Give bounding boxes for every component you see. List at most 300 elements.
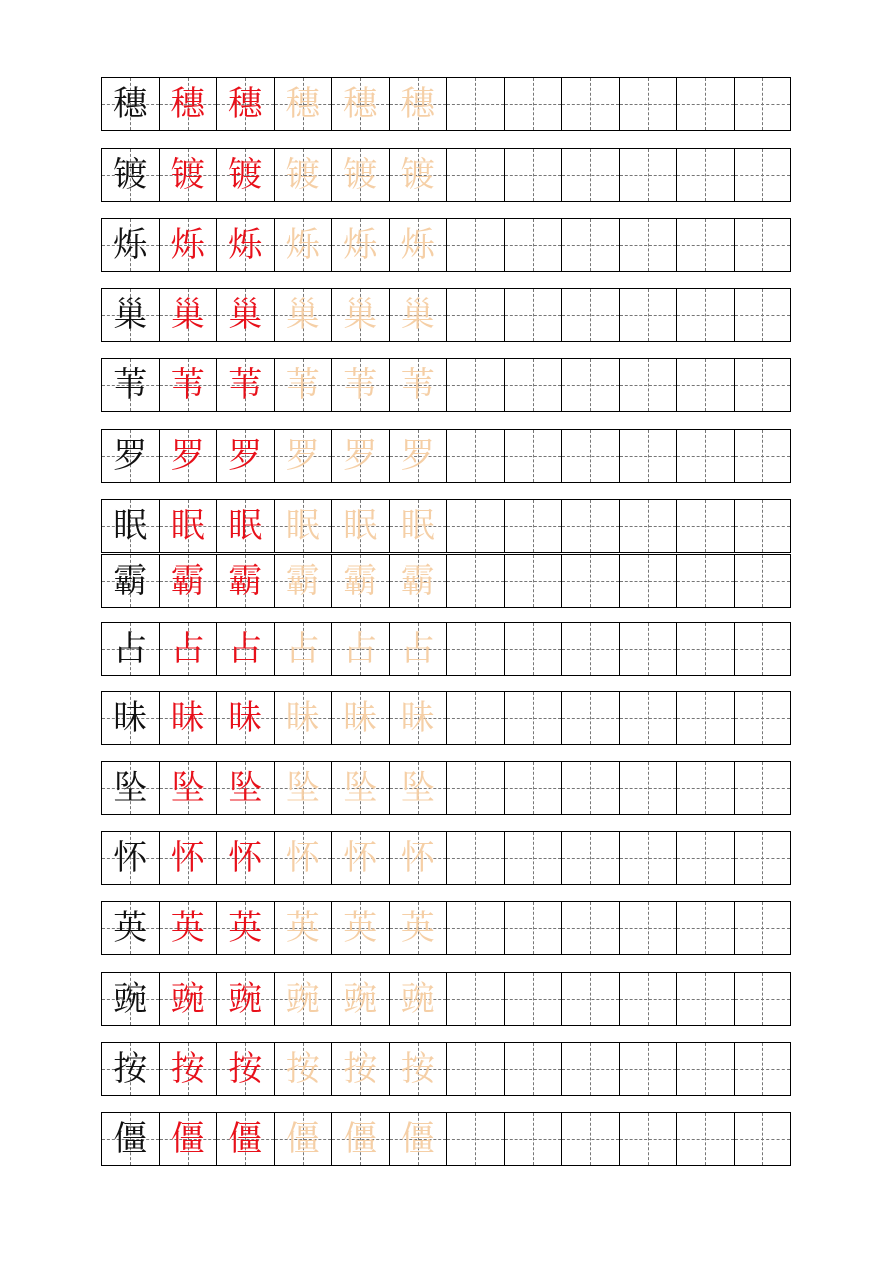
blank-writing-cell[interactable] [446, 622, 504, 676]
model-char-cell [101, 831, 159, 885]
blank-writing-cell[interactable] [676, 761, 734, 815]
trace-character: 昧 [285, 698, 320, 738]
blank-writing-cell[interactable] [446, 831, 504, 885]
model-char-cell [101, 148, 159, 202]
blank-writing-cell[interactable] [446, 218, 504, 272]
trace-character: 苇 [400, 365, 435, 405]
trace-character: 眠 [400, 506, 435, 546]
blank-writing-cell[interactable] [446, 1042, 504, 1096]
red-character: 豌 [170, 979, 205, 1019]
trace-character: 霸 [285, 561, 320, 601]
blank-writing-cell[interactable] [446, 901, 504, 955]
blank-writing-cell[interactable] [619, 218, 677, 272]
model-char-cell [101, 691, 159, 745]
red-copy-cell [159, 499, 217, 553]
red-character: 坠 [228, 768, 263, 808]
trace-character: 罗 [285, 436, 320, 476]
trace-character: 怀 [343, 838, 378, 878]
trace-character: 穗 [285, 84, 320, 124]
trace-cell [274, 901, 332, 955]
blank-writing-cell[interactable] [676, 148, 734, 202]
trace-character: 占 [400, 629, 435, 669]
blank-writing-cell[interactable] [734, 622, 792, 676]
blank-writing-cell[interactable] [446, 499, 504, 553]
trace-character: 怀 [400, 838, 435, 878]
blank-writing-cell[interactable] [676, 358, 734, 412]
trace-character: 眠 [343, 506, 378, 546]
red-character: 昧 [228, 698, 263, 738]
trace-cell [274, 691, 332, 745]
red-character: 僵 [170, 1119, 205, 1159]
red-copy-cell [216, 429, 274, 483]
blank-writing-cell[interactable] [504, 148, 562, 202]
blank-writing-cell[interactable] [676, 901, 734, 955]
red-copy-cell [216, 554, 274, 608]
red-character: 罗 [170, 436, 205, 476]
trace-cell [274, 1112, 332, 1166]
trace-character: 苇 [343, 365, 378, 405]
trace-cell [331, 148, 389, 202]
model-character: 昧 [113, 698, 148, 738]
red-copy-cell [159, 77, 217, 131]
model-character: 烁 [113, 225, 148, 265]
red-copy-cell [159, 1112, 217, 1166]
blank-writing-cell[interactable] [561, 831, 619, 885]
trace-character: 巢 [285, 295, 320, 335]
red-copy-cell [159, 831, 217, 885]
trace-character: 坠 [400, 768, 435, 808]
red-character: 坠 [170, 768, 205, 808]
trace-character: 英 [343, 908, 378, 948]
trace-cell [331, 1112, 389, 1166]
blank-writing-cell[interactable] [734, 499, 792, 553]
model-char-cell [101, 499, 159, 553]
blank-writing-cell[interactable] [619, 77, 677, 131]
blank-writing-cell[interactable] [619, 972, 677, 1026]
red-character: 怀 [170, 838, 205, 878]
red-character: 穗 [170, 84, 205, 124]
blank-writing-cell[interactable] [504, 901, 562, 955]
blank-writing-cell[interactable] [676, 691, 734, 745]
red-character: 穗 [228, 84, 263, 124]
red-character: 烁 [228, 225, 263, 265]
blank-writing-cell[interactable] [561, 429, 619, 483]
trace-character: 豌 [285, 979, 320, 1019]
trace-character: 英 [400, 908, 435, 948]
blank-writing-cell[interactable] [676, 554, 734, 608]
trace-character: 坠 [343, 768, 378, 808]
model-char-cell [101, 554, 159, 608]
trace-cell [389, 972, 447, 1026]
blank-writing-cell[interactable] [619, 554, 677, 608]
trace-cell [274, 288, 332, 342]
red-character: 占 [170, 629, 205, 669]
trace-character: 僵 [343, 1119, 378, 1159]
blank-writing-cell[interactable] [561, 77, 619, 131]
red-copy-cell [159, 761, 217, 815]
blank-writing-cell[interactable] [504, 1042, 562, 1096]
practice-row [101, 218, 791, 272]
practice-row [101, 1112, 791, 1166]
red-copy-cell [159, 429, 217, 483]
blank-writing-cell[interactable] [734, 1042, 792, 1096]
practice-grid [101, 77, 791, 1182]
trace-character: 豌 [343, 979, 378, 1019]
blank-writing-cell[interactable] [561, 901, 619, 955]
blank-writing-cell[interactable] [619, 1112, 677, 1166]
model-char-cell [101, 1042, 159, 1096]
trace-character: 按 [400, 1049, 435, 1089]
blank-writing-cell[interactable] [676, 972, 734, 1026]
blank-writing-cell[interactable] [734, 77, 792, 131]
trace-cell [274, 972, 332, 1026]
practice-row [101, 358, 791, 412]
trace-cell [274, 499, 332, 553]
red-character: 苇 [228, 365, 263, 405]
red-copy-cell [216, 358, 274, 412]
red-copy-cell [216, 77, 274, 131]
trace-cell [389, 148, 447, 202]
trace-cell [274, 1042, 332, 1096]
trace-cell [274, 358, 332, 412]
model-char-cell [101, 77, 159, 131]
blank-writing-cell[interactable] [619, 1042, 677, 1096]
model-character: 豌 [113, 979, 148, 1019]
trace-cell [331, 622, 389, 676]
trace-cell [389, 554, 447, 608]
red-copy-cell [159, 554, 217, 608]
blank-writing-cell[interactable] [561, 761, 619, 815]
blank-writing-cell[interactable] [446, 554, 504, 608]
blank-writing-cell[interactable] [561, 554, 619, 608]
red-copy-cell [216, 622, 274, 676]
trace-cell [389, 429, 447, 483]
blank-writing-cell[interactable] [619, 358, 677, 412]
trace-character: 昧 [400, 698, 435, 738]
trace-character: 怀 [285, 838, 320, 878]
blank-writing-cell[interactable] [561, 358, 619, 412]
blank-writing-cell[interactable] [734, 831, 792, 885]
blank-writing-cell[interactable] [504, 554, 562, 608]
red-copy-cell [216, 1042, 274, 1096]
model-character: 霸 [113, 561, 148, 601]
trace-character: 烁 [285, 225, 320, 265]
trace-cell [389, 761, 447, 815]
trace-character: 穗 [343, 84, 378, 124]
red-character: 霸 [228, 561, 263, 601]
trace-cell [331, 691, 389, 745]
trace-character: 僵 [400, 1119, 435, 1159]
red-copy-cell [216, 761, 274, 815]
trace-cell [331, 1042, 389, 1096]
blank-writing-cell[interactable] [734, 691, 792, 745]
model-character: 镀 [113, 155, 148, 195]
blank-writing-cell[interactable] [619, 761, 677, 815]
blank-writing-cell[interactable] [446, 972, 504, 1026]
model-character: 苇 [113, 365, 148, 405]
red-copy-cell [159, 1042, 217, 1096]
trace-character: 苇 [285, 365, 320, 405]
blank-writing-cell[interactable] [561, 691, 619, 745]
blank-writing-cell[interactable] [619, 499, 677, 553]
blank-writing-cell[interactable] [734, 358, 792, 412]
blank-writing-cell[interactable] [504, 761, 562, 815]
practice-row [101, 429, 791, 483]
trace-character: 昧 [343, 698, 378, 738]
model-char-cell [101, 972, 159, 1026]
blank-writing-cell[interactable] [734, 972, 792, 1026]
trace-cell [331, 761, 389, 815]
trace-character: 按 [343, 1049, 378, 1089]
trace-cell [389, 358, 447, 412]
blank-writing-cell[interactable] [734, 429, 792, 483]
model-char-cell [101, 288, 159, 342]
red-copy-cell [216, 499, 274, 553]
red-copy-cell [159, 901, 217, 955]
model-character: 按 [113, 1049, 148, 1089]
model-char-cell [101, 358, 159, 412]
blank-writing-cell[interactable] [446, 77, 504, 131]
trace-cell [389, 622, 447, 676]
model-char-cell [101, 429, 159, 483]
blank-writing-cell[interactable] [504, 429, 562, 483]
blank-writing-cell[interactable] [446, 691, 504, 745]
blank-writing-cell[interactable] [504, 691, 562, 745]
blank-writing-cell[interactable] [676, 1042, 734, 1096]
trace-cell [389, 1112, 447, 1166]
red-character: 眠 [170, 506, 205, 546]
red-character: 镀 [170, 155, 205, 195]
trace-cell [331, 972, 389, 1026]
trace-cell [331, 218, 389, 272]
trace-cell [331, 77, 389, 131]
red-copy-cell [216, 1112, 274, 1166]
trace-character: 镀 [285, 155, 320, 195]
blank-writing-cell[interactable] [504, 972, 562, 1026]
trace-character: 占 [343, 629, 378, 669]
practice-row [101, 831, 791, 885]
trace-cell [389, 218, 447, 272]
trace-character: 烁 [343, 225, 378, 265]
blank-writing-cell[interactable] [561, 148, 619, 202]
red-character: 按 [228, 1049, 263, 1089]
trace-character: 豌 [400, 979, 435, 1019]
red-character: 眠 [228, 506, 263, 546]
blank-writing-cell[interactable] [561, 972, 619, 1026]
blank-writing-cell[interactable] [561, 622, 619, 676]
red-character: 烁 [170, 225, 205, 265]
red-copy-cell [216, 148, 274, 202]
trace-cell [331, 499, 389, 553]
red-copy-cell [159, 288, 217, 342]
red-copy-cell [216, 218, 274, 272]
blank-writing-cell[interactable] [504, 499, 562, 553]
blank-writing-cell[interactable] [676, 831, 734, 885]
red-character: 巢 [170, 295, 205, 335]
practice-row [101, 554, 791, 608]
red-character: 昧 [170, 698, 205, 738]
model-character: 英 [113, 908, 148, 948]
blank-writing-cell[interactable] [619, 288, 677, 342]
practice-row [101, 77, 791, 131]
red-character: 占 [228, 629, 263, 669]
blank-writing-cell[interactable] [734, 761, 792, 815]
blank-writing-cell[interactable] [734, 1112, 792, 1166]
blank-writing-cell[interactable] [446, 358, 504, 412]
red-character: 苇 [170, 365, 205, 405]
red-copy-cell [216, 972, 274, 1026]
practice-row [101, 761, 791, 815]
trace-cell [389, 499, 447, 553]
blank-writing-cell[interactable] [676, 218, 734, 272]
red-character: 英 [228, 908, 263, 948]
trace-character: 占 [285, 629, 320, 669]
trace-cell [274, 554, 332, 608]
practice-row [101, 972, 791, 1026]
red-character: 豌 [228, 979, 263, 1019]
blank-writing-cell[interactable] [504, 77, 562, 131]
blank-writing-cell[interactable] [734, 288, 792, 342]
trace-character: 僵 [285, 1119, 320, 1159]
trace-cell [389, 831, 447, 885]
red-copy-cell [216, 831, 274, 885]
red-copy-cell [159, 691, 217, 745]
red-copy-cell [159, 972, 217, 1026]
blank-writing-cell[interactable] [619, 148, 677, 202]
red-character: 镀 [228, 155, 263, 195]
trace-cell [274, 77, 332, 131]
blank-writing-cell[interactable] [734, 554, 792, 608]
blank-writing-cell[interactable] [619, 901, 677, 955]
red-copy-cell [159, 148, 217, 202]
trace-cell [331, 554, 389, 608]
blank-writing-cell[interactable] [676, 288, 734, 342]
blank-writing-cell[interactable] [446, 1112, 504, 1166]
blank-writing-cell[interactable] [619, 831, 677, 885]
red-character: 按 [170, 1049, 205, 1089]
red-copy-cell [159, 622, 217, 676]
trace-cell [331, 429, 389, 483]
trace-cell [331, 831, 389, 885]
trace-character: 霸 [400, 561, 435, 601]
red-copy-cell [216, 288, 274, 342]
blank-writing-cell[interactable] [446, 429, 504, 483]
blank-writing-cell[interactable] [561, 288, 619, 342]
practice-row [101, 499, 791, 553]
trace-character: 霸 [343, 561, 378, 601]
trace-character: 巢 [343, 295, 378, 335]
trace-character: 镀 [343, 155, 378, 195]
red-character: 罗 [228, 436, 263, 476]
trace-cell [274, 429, 332, 483]
red-copy-cell [216, 691, 274, 745]
trace-character: 眠 [285, 506, 320, 546]
trace-character: 坠 [285, 768, 320, 808]
model-character: 罗 [113, 436, 148, 476]
model-character: 坠 [113, 768, 148, 808]
trace-character: 穗 [400, 84, 435, 124]
red-character: 巢 [228, 295, 263, 335]
trace-cell [389, 288, 447, 342]
blank-writing-cell[interactable] [504, 288, 562, 342]
blank-writing-cell[interactable] [504, 218, 562, 272]
practice-row [101, 901, 791, 955]
trace-character: 英 [285, 908, 320, 948]
blank-writing-cell[interactable] [561, 1042, 619, 1096]
trace-character: 巢 [400, 295, 435, 335]
blank-writing-cell[interactable] [446, 288, 504, 342]
red-character: 霸 [170, 561, 205, 601]
trace-cell [389, 901, 447, 955]
blank-writing-cell[interactable] [676, 622, 734, 676]
red-copy-cell [216, 901, 274, 955]
trace-cell [331, 901, 389, 955]
model-character: 占 [113, 629, 148, 669]
model-char-cell [101, 1112, 159, 1166]
blank-writing-cell[interactable] [619, 429, 677, 483]
trace-cell [389, 691, 447, 745]
trace-cell [274, 761, 332, 815]
model-character: 穗 [113, 84, 148, 124]
red-character: 僵 [228, 1119, 263, 1159]
trace-character: 镀 [400, 155, 435, 195]
blank-writing-cell[interactable] [676, 77, 734, 131]
blank-writing-cell[interactable] [676, 499, 734, 553]
blank-writing-cell[interactable] [734, 901, 792, 955]
model-character: 怀 [113, 838, 148, 878]
red-character: 英 [170, 908, 205, 948]
trace-cell [274, 622, 332, 676]
trace-cell [274, 148, 332, 202]
trace-cell [274, 831, 332, 885]
trace-cell [274, 218, 332, 272]
trace-cell [331, 358, 389, 412]
blank-writing-cell[interactable] [734, 218, 792, 272]
model-character: 眠 [113, 506, 148, 546]
blank-writing-cell[interactable] [561, 1112, 619, 1166]
blank-writing-cell[interactable] [504, 1112, 562, 1166]
red-character: 怀 [228, 838, 263, 878]
model-char-cell [101, 218, 159, 272]
model-char-cell [101, 622, 159, 676]
practice-row [101, 691, 791, 745]
blank-writing-cell[interactable] [504, 358, 562, 412]
practice-row [101, 622, 791, 676]
blank-writing-cell[interactable] [446, 148, 504, 202]
blank-writing-cell[interactable] [561, 218, 619, 272]
model-char-cell [101, 901, 159, 955]
blank-writing-cell[interactable] [676, 429, 734, 483]
blank-writing-cell[interactable] [504, 622, 562, 676]
blank-writing-cell[interactable] [619, 622, 677, 676]
practice-row [101, 148, 791, 202]
trace-cell [389, 1042, 447, 1096]
blank-writing-cell[interactable] [619, 691, 677, 745]
trace-character: 罗 [343, 436, 378, 476]
model-char-cell [101, 761, 159, 815]
blank-writing-cell[interactable] [446, 761, 504, 815]
model-character: 巢 [113, 295, 148, 335]
model-character: 僵 [113, 1119, 148, 1159]
blank-writing-cell[interactable] [676, 1112, 734, 1166]
blank-writing-cell[interactable] [504, 831, 562, 885]
practice-row [101, 288, 791, 342]
blank-writing-cell[interactable] [734, 148, 792, 202]
blank-writing-cell[interactable] [561, 499, 619, 553]
trace-cell [331, 288, 389, 342]
red-copy-cell [159, 218, 217, 272]
trace-cell [389, 77, 447, 131]
